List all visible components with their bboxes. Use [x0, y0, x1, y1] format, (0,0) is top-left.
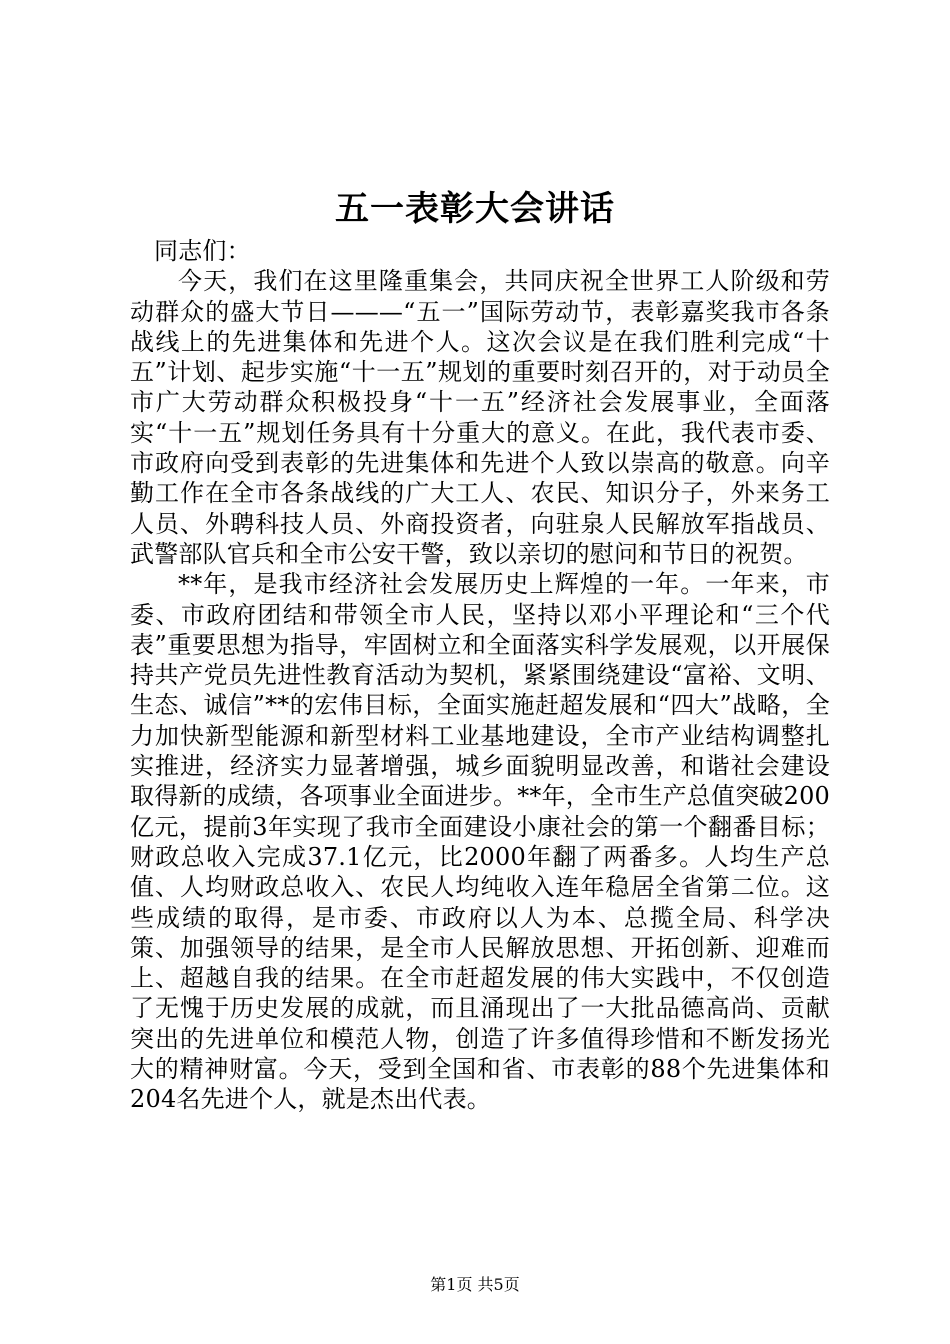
salutation: 同志们： [154, 237, 251, 265]
document-title: 五一表彰大会讲话 [335, 189, 615, 229]
document-body [130, 236, 830, 1115]
paragraph-2: **年，是我市经济社会发展历史上辉煌的一年。一年来，市委、市政府团结和带领全市人民，坚持以邓小平理论和“三个代表”重要思想为指导，牢固树立和全面落实科学发展观，以开展保持共产党员先进性教育活动为契机，紧紧围绕建设“富裕、文明、生态、诚信”**的宏伟目标，全面实施赶超发展和“四大”战略，全力加快新型能源和新型材料工业基地建设，全市产业结构调整扎实推进，经济实力显著增强，城乡面貌明显改善，和谐社会建设取得新的成绩，各项事业全面进步。**年，全市生产总值突破200亿元，提前3年实现了我市全面建设小康社会的第一个翻番目标；财政总收入完成37.1亿元，比2000年翻了两番多。人均生产总值、人均财政总收入、农民人均纯收入连年稳居全省第二位。这些成绩的取得，是市委、市政府以人为本、总揽全局、科学决策、加强领导的结果，是全市人民解放思想、开拓创新、迎难而上、超越自我的结果。在全市赶超发展的伟大实践中，不仅创造了无愧于历史发展的成就，而且涌现出了一大批品德高尚、贡献突出的先进单位和模范人物，创造了许多值得珍惜和不断发扬光大的精神财富。今天，受到全国和省、市表彰的88个先进集体和204名先进个人，就是杰出代表。 [130, 570, 831, 1114]
paragraph-1: 今天，我们在这里隆重集会，共同庆祝全世界工人阶级和劳动群众的盛大节日———“五一”国际劳动节，表彰嘉奖我市各条战线上的先进集体和先进个人。这次会议是在我们胜利完成“十五”计划、起步实施“十一五”规划的重要时刻召开的，对于动员全市广大劳动群众积极投身“十一五”经济社会发展事业，全面落实“十一五”规划任务具有十分重大的意义。在此，我代表市委、市政府向受到表彰的先进集体和先进个人致以崇高的敬意。向辛勤工作在全市各条战线的广大工人、农民、知识分子，外来务工人员、外聘科技人员、外商投资者，向驻泉人民解放军指战员、武警部队官兵和全市公安干警，致以亲切的慰问和节日的祝贺。 [130, 267, 830, 568]
page-footer: 第1页 共5页 [430, 1275, 520, 1294]
